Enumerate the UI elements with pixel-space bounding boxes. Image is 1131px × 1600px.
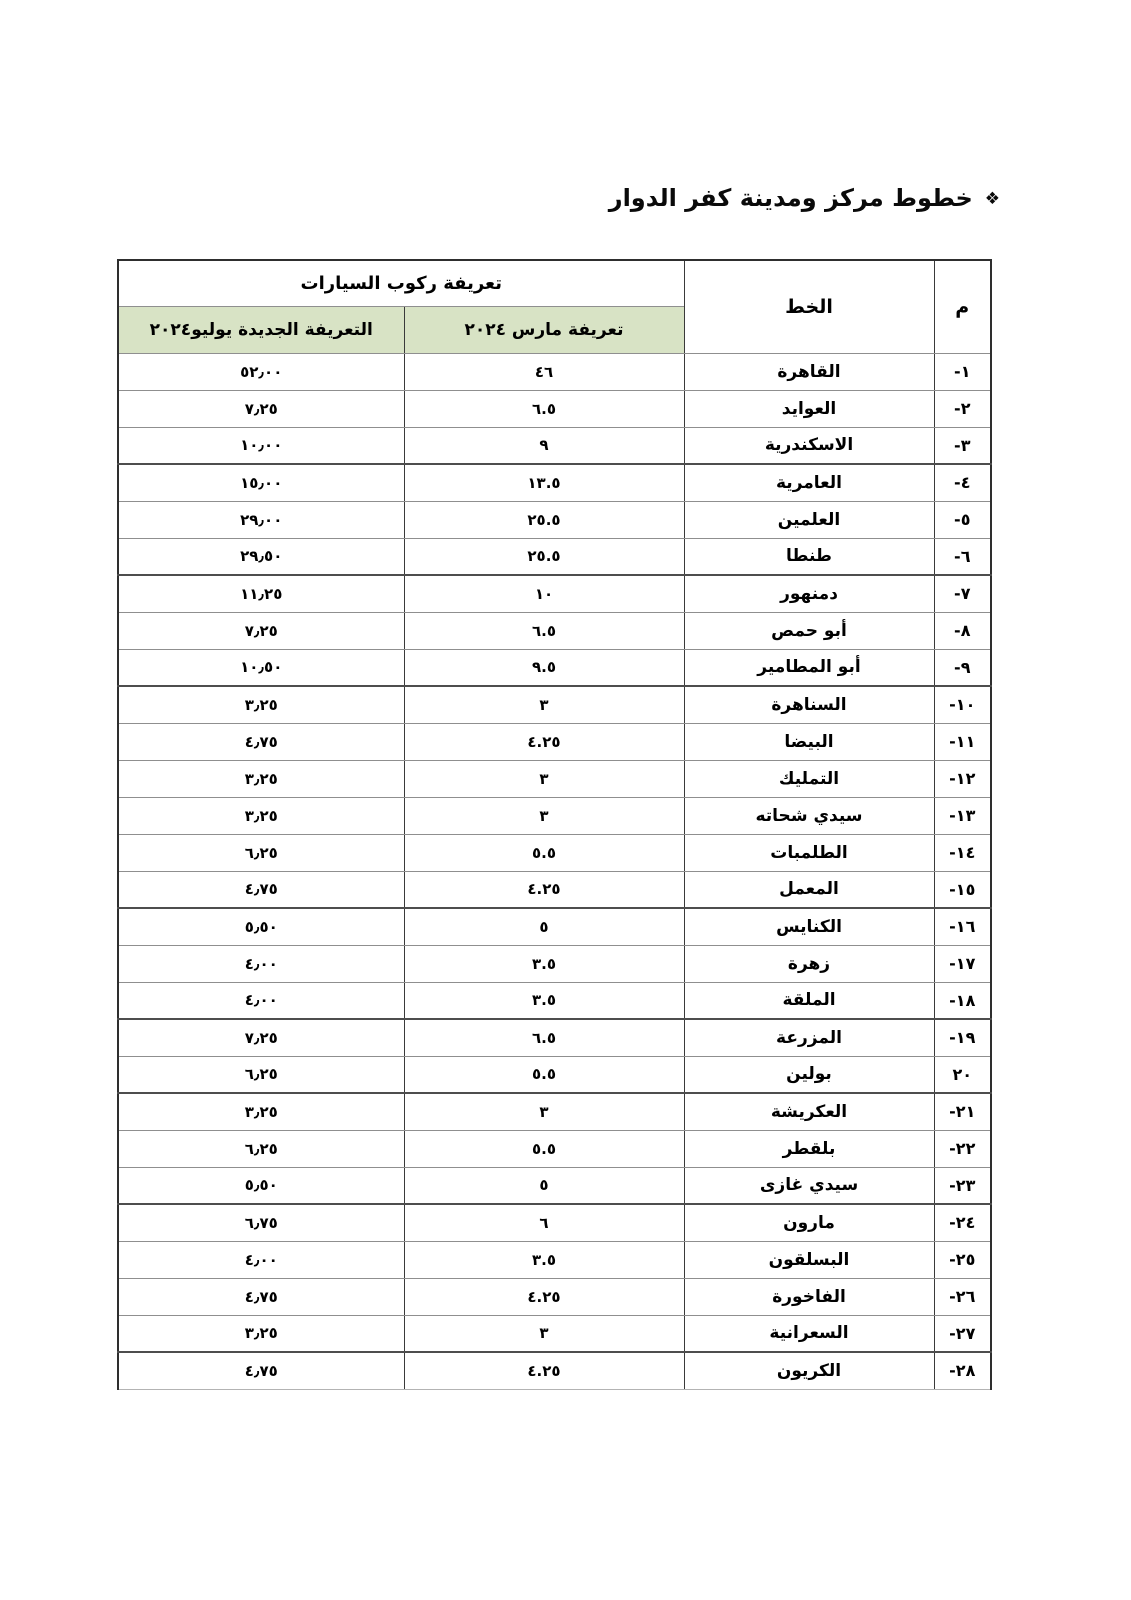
- new-tariff-cell: ٣٫٢٥: [118, 1315, 404, 1352]
- new-tariff-cell: ٦٫٧٥: [118, 1204, 404, 1241]
- march-tariff-cell: ٤.٢٥: [404, 871, 684, 908]
- row-number-cell: ٩-: [934, 649, 991, 686]
- route-name-cell: العوايد: [684, 390, 934, 427]
- route-name-cell: المزرعة: [684, 1019, 934, 1056]
- new-tariff-cell: ٦٫٢٥: [118, 1130, 404, 1167]
- new-tariff-cell: ٥٢٫٠٠: [118, 353, 404, 390]
- march-tariff-cell: ٣: [404, 1093, 684, 1130]
- header-row-group: [118, 260, 991, 306]
- march-tariff-cell: ٤.٢٥: [404, 723, 684, 760]
- row-number-cell: ٢١-: [934, 1093, 991, 1130]
- table-row: [118, 427, 991, 464]
- new-tariff-cell: ٧٫٢٥: [118, 390, 404, 427]
- row-number-cell: ١٨-: [934, 982, 991, 1019]
- route-name-cell: دمنهور: [684, 575, 934, 612]
- table-row: [118, 686, 991, 723]
- route-name-cell: مارون: [684, 1204, 934, 1241]
- new-tariff-cell: ١١٫٢٥: [118, 575, 404, 612]
- march-tariff-header-cell: تعريفة مارس ٢٠٢٤: [404, 306, 684, 353]
- table-row: [118, 797, 991, 834]
- new-tariff-cell: ٣٫٢٥: [118, 686, 404, 723]
- new-tariff-cell: ٦٫٢٥: [118, 834, 404, 871]
- row-number-cell: ١١-: [934, 723, 991, 760]
- table-row: [118, 575, 991, 612]
- route-name-cell: الفاخورة: [684, 1278, 934, 1315]
- new-tariff-cell: ١٥٫٠٠: [118, 464, 404, 501]
- march-tariff-cell: ٣.٥: [404, 982, 684, 1019]
- march-tariff-cell: ٢٥.٥: [404, 501, 684, 538]
- march-tariff-cell: ٦: [404, 1204, 684, 1241]
- table-body: [118, 353, 991, 1389]
- march-tariff-cell: ٤٦: [404, 353, 684, 390]
- table-row: [118, 723, 991, 760]
- march-tariff-cell: ٥: [404, 908, 684, 945]
- route-name-cell: بولين: [684, 1056, 934, 1093]
- tariff-table: [117, 259, 992, 1390]
- row-number-cell: ٦-: [934, 538, 991, 575]
- row-number-cell: ٥-: [934, 501, 991, 538]
- table-row: [118, 464, 991, 501]
- table-row: [118, 1278, 991, 1315]
- row-number-cell: ١٢-: [934, 760, 991, 797]
- route-header-cell: الخط: [684, 260, 934, 353]
- route-name-cell: زهرة: [684, 945, 934, 982]
- march-tariff-cell: ٥.٥: [404, 1056, 684, 1093]
- row-number-cell: ٤-: [934, 464, 991, 501]
- new-tariff-cell: ٣٫٢٥: [118, 797, 404, 834]
- march-tariff-cell: ٣.٥: [404, 945, 684, 982]
- page-title-text: خطوط مركز ومدينة كفر الدوار: [608, 184, 973, 212]
- table-row: [118, 1315, 991, 1352]
- route-name-cell: البسلقون: [684, 1241, 934, 1278]
- route-name-cell: البيضا: [684, 723, 934, 760]
- new-tariff-header-cell: التعريفة الجديدة يوليو٢٠٢٤: [118, 306, 404, 353]
- march-tariff-cell: ٩.٥: [404, 649, 684, 686]
- table-row: [118, 1241, 991, 1278]
- march-tariff-cell: ٤.٢٥: [404, 1352, 684, 1389]
- march-tariff-cell: ٣: [404, 1315, 684, 1352]
- row-number-cell: ١٠-: [934, 686, 991, 723]
- march-tariff-cell: ٦.٥: [404, 390, 684, 427]
- table-row: [118, 834, 991, 871]
- row-number-cell: ٢٠: [934, 1056, 991, 1093]
- route-name-cell: العكريشة: [684, 1093, 934, 1130]
- route-name-cell: أبو حمص: [684, 612, 934, 649]
- table-row: [118, 612, 991, 649]
- row-number-cell: ٢٢-: [934, 1130, 991, 1167]
- row-number-cell: ٣-: [934, 427, 991, 464]
- route-name-cell: سيدي شحاته: [684, 797, 934, 834]
- route-name-cell: الكريون: [684, 1352, 934, 1389]
- route-name-cell: السناهرة: [684, 686, 934, 723]
- march-tariff-cell: ٥.٥: [404, 1130, 684, 1167]
- route-name-cell: أبو المطامير: [684, 649, 934, 686]
- new-tariff-cell: ٣٫٢٥: [118, 1093, 404, 1130]
- route-name-cell: العامرية: [684, 464, 934, 501]
- table-row: [118, 1352, 991, 1389]
- new-tariff-cell: ٤٫٧٥: [118, 723, 404, 760]
- march-tariff-cell: ٥: [404, 1167, 684, 1204]
- row-number-cell: ٢٥-: [934, 1241, 991, 1278]
- table-row: [118, 1056, 991, 1093]
- table-row: [118, 1130, 991, 1167]
- diamond-bullet-icon: ❖: [984, 188, 1000, 209]
- table-header: [118, 260, 991, 353]
- row-number-cell: ٢-: [934, 390, 991, 427]
- route-name-cell: المعمل: [684, 871, 934, 908]
- march-tariff-cell: ٩: [404, 427, 684, 464]
- table-row: [118, 538, 991, 575]
- serial-header-cell: م: [934, 260, 991, 353]
- route-name-cell: الطلمبات: [684, 834, 934, 871]
- route-name-cell: طنطا: [684, 538, 934, 575]
- march-tariff-cell: ٦.٥: [404, 1019, 684, 1056]
- new-tariff-cell: ١٠٫٠٠: [118, 427, 404, 464]
- row-number-cell: ١٤-: [934, 834, 991, 871]
- new-tariff-cell: ٤٫٧٥: [118, 871, 404, 908]
- march-tariff-cell: ٣: [404, 797, 684, 834]
- row-number-cell: ١٦-: [934, 908, 991, 945]
- table-row: [118, 1019, 991, 1056]
- tariff-group-header-cell: تعريفة ركوب السيارات: [118, 260, 684, 306]
- page-title: [609, 184, 1000, 212]
- route-name-cell: بلقطر: [684, 1130, 934, 1167]
- table-row: [118, 945, 991, 982]
- route-name-cell: العلمين: [684, 501, 934, 538]
- table-row: [118, 1167, 991, 1204]
- route-name-cell: الاسكندرية: [684, 427, 934, 464]
- new-tariff-cell: ١٠٫٥٠: [118, 649, 404, 686]
- row-number-cell: ١-: [934, 353, 991, 390]
- row-number-cell: ١٧-: [934, 945, 991, 982]
- new-tariff-cell: ٤٫٠٠: [118, 945, 404, 982]
- new-tariff-cell: ٧٫٢٥: [118, 1019, 404, 1056]
- new-tariff-cell: ٤٫٠٠: [118, 982, 404, 1019]
- row-number-cell: ٢٣-: [934, 1167, 991, 1204]
- march-tariff-cell: ١٣.٥: [404, 464, 684, 501]
- row-number-cell: ١٩-: [934, 1019, 991, 1056]
- row-number-cell: ٧-: [934, 575, 991, 612]
- table-row: [118, 390, 991, 427]
- march-tariff-cell: ٣.٥: [404, 1241, 684, 1278]
- row-number-cell: ٢٧-: [934, 1315, 991, 1352]
- route-name-cell: الملقة: [684, 982, 934, 1019]
- table-row: [118, 1204, 991, 1241]
- new-tariff-cell: ٤٫٧٥: [118, 1278, 404, 1315]
- row-number-cell: ٢٤-: [934, 1204, 991, 1241]
- route-name-cell: الكنايس: [684, 908, 934, 945]
- new-tariff-cell: ٣٫٢٥: [118, 760, 404, 797]
- row-number-cell: ١٥-: [934, 871, 991, 908]
- new-tariff-cell: ٧٫٢٥: [118, 612, 404, 649]
- march-tariff-cell: ٦.٥: [404, 612, 684, 649]
- new-tariff-cell: ٢٩٫٥٠: [118, 538, 404, 575]
- march-tariff-cell: ٢٥.٥: [404, 538, 684, 575]
- table-row: [118, 760, 991, 797]
- new-tariff-cell: ٤٫٧٥: [118, 1352, 404, 1389]
- new-tariff-cell: ٦٫٢٥: [118, 1056, 404, 1093]
- march-tariff-cell: ٤.٢٥: [404, 1278, 684, 1315]
- march-tariff-cell: ١٠: [404, 575, 684, 612]
- route-name-cell: التمليك: [684, 760, 934, 797]
- row-number-cell: ٢٨-: [934, 1352, 991, 1389]
- table-row: [118, 1093, 991, 1130]
- march-tariff-cell: ٣: [404, 686, 684, 723]
- route-name-cell: السعرانية: [684, 1315, 934, 1352]
- table-row: [118, 871, 991, 908]
- route-name-cell: سيدي غازى: [684, 1167, 934, 1204]
- table-row: [118, 908, 991, 945]
- table-row: [118, 501, 991, 538]
- march-tariff-cell: ٣: [404, 760, 684, 797]
- route-name-cell: القاهرة: [684, 353, 934, 390]
- row-number-cell: ٢٦-: [934, 1278, 991, 1315]
- table-row: [118, 353, 991, 390]
- new-tariff-cell: ٤٫٠٠: [118, 1241, 404, 1278]
- new-tariff-cell: ٢٩٫٠٠: [118, 501, 404, 538]
- row-number-cell: ١٣-: [934, 797, 991, 834]
- march-tariff-cell: ٥.٥: [404, 834, 684, 871]
- table-row: [118, 649, 991, 686]
- table-row: [118, 982, 991, 1019]
- row-number-cell: ٨-: [934, 612, 991, 649]
- new-tariff-cell: ٥٫٥٠: [118, 908, 404, 945]
- new-tariff-cell: ٥٫٥٠: [118, 1167, 404, 1204]
